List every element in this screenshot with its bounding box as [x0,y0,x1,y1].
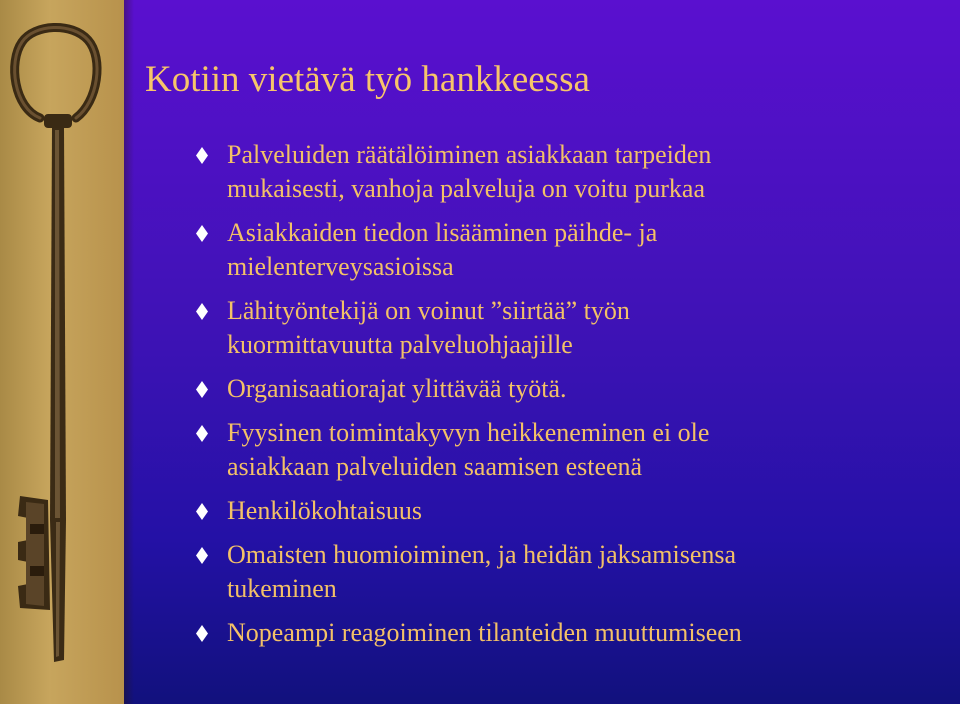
bullet-text-line: Lähityöntekijä on voinut ”siirtää” työn [227,296,630,325]
bullet-text-line: Palveluiden räätälöiminen asiakkaan tarpeiden [227,140,712,169]
bullet-text-line: mukaisesti, vanhoja palveluja on voitu purkaa [227,174,705,203]
bullet-text-line: kuormittavuutta palveluohjaajille [227,330,573,359]
diamond-bullet-icon [196,425,208,442]
bullet-item [196,294,936,362]
bullet-item [196,372,936,406]
diamond-bullet-icon [196,147,208,164]
bottom-white-band [0,704,960,716]
strip-shadow [124,0,134,716]
bullet-text-line: Fyysinen toimintakyvyn heikkeneminen ei ole [227,418,710,447]
bullet-text-line: mielenterveysasioissa [227,252,454,281]
bullet-text-line: asiakkaan palveluiden saamisen esteenä [227,452,643,481]
bullet-text-line: tukeminen [227,574,337,603]
bullet-item [196,494,936,528]
diamond-bullet-icon [196,225,208,242]
bullet-list [196,138,936,660]
bullet-item [196,616,936,650]
slide-title: Kotiin vietävä työ hankkeessa [145,59,590,100]
old-iron-key-icon [0,0,124,716]
diamond-bullet-icon [196,381,208,398]
diamond-bullet-icon [196,503,208,520]
bullet-text-line: Omaisten huomioiminen, ja heidän jaksamisensa [227,540,737,569]
bullet-item [196,138,936,206]
diamond-bullet-icon [196,625,208,642]
bullet-item [196,416,936,484]
diamond-bullet-icon [196,303,208,320]
bullet-item [196,216,936,284]
bullet-text-line: Nopeampi reagoiminen tilanteiden muuttumiseen [227,618,742,647]
bullet-text-line: Henkilökohtaisuus [227,496,422,525]
bullet-text-line: Organisaatiorajat ylittävää työtä. [227,374,567,403]
bullet-text-line: Asiakkaiden tiedon lisääminen päihde- ja [227,218,658,247]
diamond-bullet-icon [196,547,208,564]
bullet-item [196,538,936,606]
